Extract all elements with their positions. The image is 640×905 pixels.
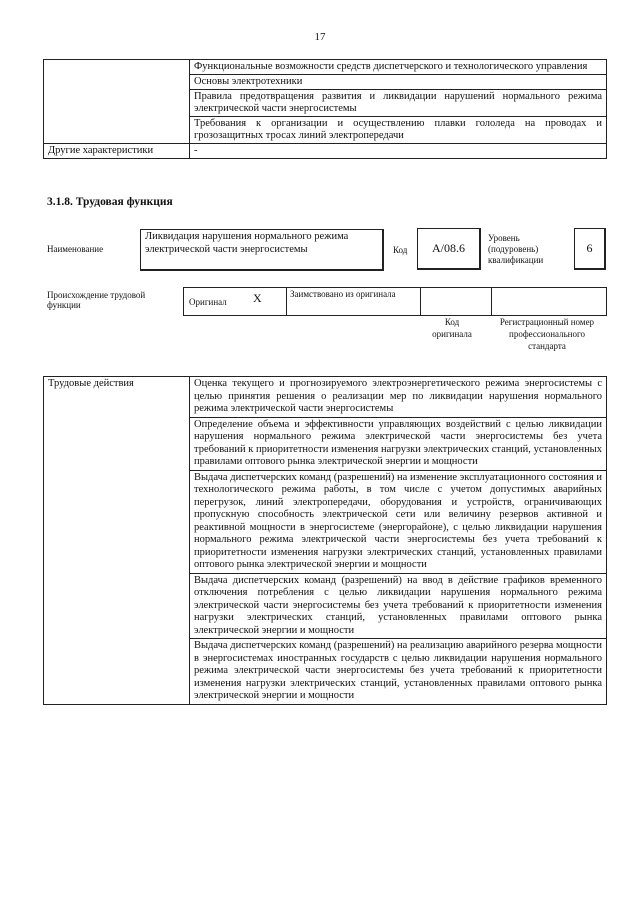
labor-action-item: Оценка текущего и прогнозируемого электроэнергетического режима энергосистемы с целью принятия решения о реализации мер по ликвидации нарушения нормального режима электрической части энергосистемы [190,377,607,418]
page-number: 17 [314,31,326,43]
knowledge-item: Требования к организации и осуществлению плавки гололеда на проводах и грозозащитных тросах линий электропередачи [190,117,607,144]
labor-actions-label: Трудовые действия [44,377,190,705]
qualification-level: 6 [574,228,606,270]
knowledge-item: Функциональные возможности средств диспетчерского и технологического управления [190,60,607,75]
function-name: Ликвидация нарушения нормального режима электрической части энергосистемы [140,229,384,271]
origin-table [183,287,607,316]
labor-action-item: Выдача диспетчерских команд (разрешений) на ввод в действие графиков временного отключения потребления с целью ликвидации нарушения нормального режима электрической части энергосистемы без учета требований к приоритетности изменения нагрузки электрических станций, установленных правилами оптового рынка электрической энергии и мощности [190,573,607,639]
labor-action-item: Выдача диспетчерских команд (разрешений) на изменение эксплуатационного состояния и технологического режима работы, в том числе с учетом допустимых аварийных перегрузок, линий электропередачи, оборудования и устройств, ограничивающих пропускную способность электрической сети или величину резервов активной и реактивной мощности в энергосистеме (энергорайоне), с целью ликвидации нарушения нормального режима электрической части энергосистемы без учета требований к приоритетности изменения нагрузки электрических станций, установленных правилами оптового рынка электрической энергии и мощности [190,470,607,573]
borrowed-label: Заимствовано из оригинала [287,288,421,316]
knowledge-item: Правила предотвращения развития и ликвидации нарушений нормального режима электрической части энергосистемы [190,90,607,117]
other-characteristics-label: Другие характеристики [44,144,190,159]
original-label: Оригинал [189,297,227,307]
registration-number-cell [492,288,607,316]
knowledge-item: Основы электротехники [190,75,607,90]
original-cell [184,288,287,316]
qualification-level-label: Уровень (подуровень) квалификации [488,233,544,265]
original-code-cell [421,288,492,316]
original-code-caption: Код оригинала [432,317,472,339]
labor-actions-table [43,376,607,705]
knowledge-table-continuation [43,59,607,159]
other-characteristics-value: - [190,144,607,159]
name-label: Наименование [47,244,104,254]
registration-number-caption: Регистрационный номер профессионального стандарта [499,317,595,351]
labor-action-item: Выдача диспетчерских команд (разрешений) на реализацию аварийного резерва мощности в энергосистемах иностранных государств с целью ликвидации нарушения нормального режима электрической части энергосистемы без учета требований к приоритетности изменения нагрузки электрических станций, установленных правилами оптового рынка электрической энергии и мощности [190,639,607,705]
code-label: Код [393,245,408,255]
section-title: 3.1.8. Трудовая функция [47,196,173,208]
original-mark: X [253,291,262,305]
empty-label-cell [44,60,190,144]
labor-action-item: Определение объема и эффективности управляющих воздействий с целью ликвидации нарушения нормального режима электрической части энергосистемы без учета требований к приоритетности изменения нагрузки электрических станций, установленных правилами оптового рынка электрической энергии и мощности [190,417,607,470]
origin-label: Происхождение трудовой функции [47,290,146,310]
function-code: А/08.6 [417,228,481,270]
